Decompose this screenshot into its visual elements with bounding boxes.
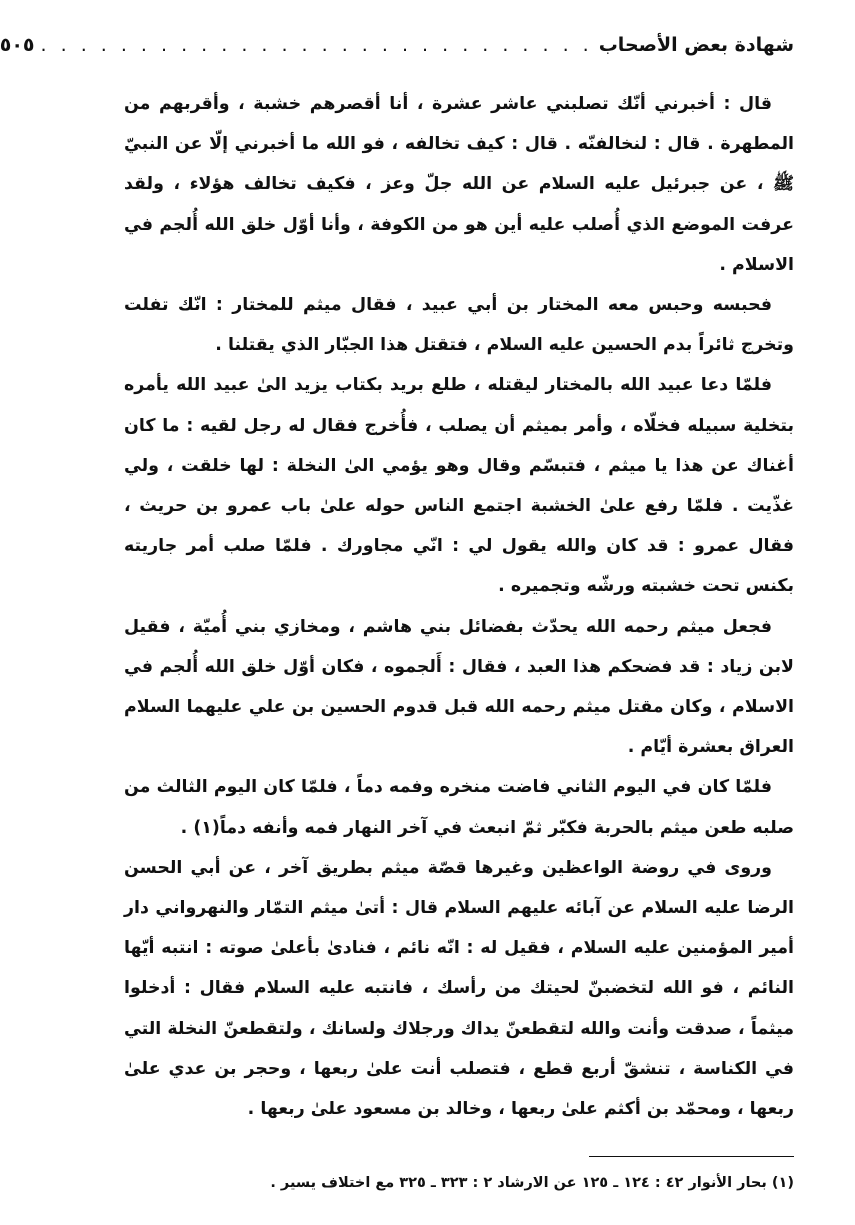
paragraph: فجعل ميثم رحمه الله يحدّث بفضائل بني هاشم ، ومخازي بني أُميّة ، فقيل لابن زياد : قد فضحكم هذا العبد ، فقال : أَلجموه ، فكان أوّل خلق الله أُلجم في الاسلام ، وكان مقتل ميثم رحمه الله قبل قدوم الحسين بن علي عليهما السلام العراق بعشرة أيّام . [124, 616, 794, 758]
body-text [124, 84, 794, 1129]
page-number: ٥٠٥ [0, 34, 35, 56]
paragraph: قال : أخبرني أنّك تصلبني عاشر عشرة ، أنا أقصرهم خشبة ، وأقربهم من المطهرة . قال : لنخالفنّه . قال : كيف تخالفه ، فو الله ما أخبرني إلّا عن النبيّ ﷺ ، عن جبرئيل عليه السلام عن الله جلّ وعز ، فكيف تخالف هؤلاء ، ولقد عرفت الموضع الذي أُصلب عليه أين هو من الكوفة ، وأنا أوّل خلق الله أُلجم في الاسلام . [124, 94, 794, 275]
running-header-title: شهادة بعض الأصحاب [598, 34, 794, 56]
book-page [0, 30, 794, 1191]
running-header [0, 30, 794, 62]
footnote: (١) بحار الأنوار ٤٢ : ١٢٤ ـ ١٢٥ عن الارشاد ٢ : ٣٢٣ ـ ٣٢٥ مع اختلاف يسير . [270, 1175, 794, 1191]
paragraph: فلمّا دعا عبيد الله بالمختار ليقتله ، طلع بريد بكتاب يزيد الىٰ عبيد الله يأمره بتخلية سبيله فخلّاه ، وأمر بميثم أن يصلب ، فأُخرج فقال له رجل لقيه : ما كان أغناك عن هذا يا ميثم ، فتبسّم وقال وهو يؤمي الىٰ النخلة : لها خلقت ، ولي غذّيت . فلمّا رفع علىٰ الخشبة اجتمع الناس حوله علىٰ باب عمرو بن حريث ، فقال عمرو : قد كان والله يقول لي : انّي مجاورك . فلمّا صلب أمر جاريته بكنس تحت خشبته ورشّه وتجميره . [124, 375, 794, 597]
paragraph: فحبسه وحبس معه المختار بن أبي عبيد ، فقال ميثم للمختار : انّك تفلت وتخرج ثائراً بدم الحسين عليه السلام ، فتقتل هذا الجبّار الذي يقتلنا . [124, 295, 794, 356]
running-header-leader-dots: . . . . . . . . . . . . . . . . . . . . . . . . . . . . [40, 34, 593, 56]
paragraph: فلمّا كان في اليوم الثاني فاضت منخره وفمه دماً ، فلمّا كان اليوم الثالث من صلبه طعن ميثم بالحربة فكبّر ثمّ انبعث في آخر النهار فمه وأنفه دماً(١) . [124, 777, 794, 838]
footnote-separator [589, 1156, 794, 1157]
paragraph: وروى في روضة الواعظين وغيرها قصّة ميثم بطريق آخر ، عن أبي الحسن الرضا عليه السلام عن آبائه عليهم السلام قال : أتىٰ ميثم التمّار والنهرواني دار أمير المؤمنين عليه السلام ، فقيل له : انّه نائم ، فنادىٰ بأعلىٰ صوته : انتبه أيّها النائم ، فو الله لتخضبنّ لحيتك من رأسك ، فانتبه عليه السلام فقال : أدخلوا ميثماً ، صدقت وأنت والله لتقطعنّ يداك ورجلاك ولسانك ، ولتقطعنّ النخلة التي في الكناسة ، تنشقّ أربع قطع ، فتصلب أنت علىٰ ربعها ، وحجر بن عدي علىٰ ربعها ، ومحمّد بن أكثم علىٰ ربعها ، وخالد بن مسعود علىٰ ربعها . [124, 857, 794, 1120]
